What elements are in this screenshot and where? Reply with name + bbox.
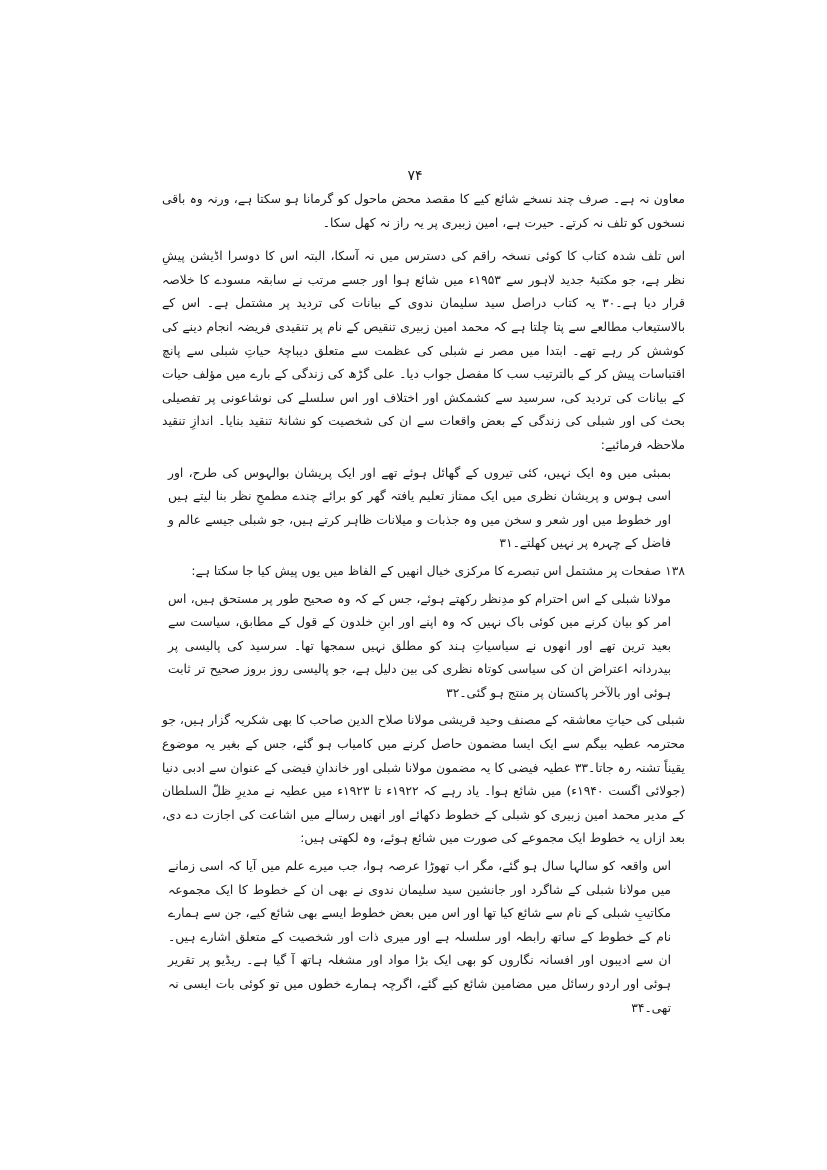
block-quote: مولانا شبلی کے اس احترام کو مدِنظر رکھتے ہوئے، جس کے کہ وہ صحیح طور پر مستحق ہیں، اس امر کو بیان کرنے میں کوئی باک نہیں کہ وہ اپنے اور ابنِ خلدون کے قول کے مطابق، سیاست سے بعید ترین تھے اور انھوں نے سیاسیاتِ ہند کو مطلق نہیں سمجھا تھا۔ سرسید کی پالیسی پر بیدردانہ اعتراض ان کی سیاسی کوتاہ نظری کی بین دلیل ہے، جو پالیسی روز بروز صحیح تر ثابت ہوئی اور بالآخر پاکستان پر منتج ہو گئی۔۳۲ — [168, 591, 671, 700]
paragraph: معاون نہ ہے۔ صرف چند نسخے شائع کیے کا مقصد محض ماحول کو گرمانا ہو سکتا ہے، ورنہ وہ باقی نسخوں کو تلف نہ کرتے۔ حیرت ہے، امین زبیری پر یہ راز نہ کھل سکا۔ — [162, 192, 685, 230]
block-quote: بمبئی میں وہ ایک نہیں، کئی تیروں کے گھائل ہوئے تھے اور ایک پریشان بوالہوس کی طرح، اور اسی ہوس و پریشان نظری میں ایک ممتاز تعلیم یافتہ گھر کو برائے چندے مطمحِ نظر بنا لیتے ہیں اور خطوط میں اور شعر و سخن میں وہ جذبات و میلانات ظاہر کرتے ہیں، جو شبلی جیسے عالم و فاضل کے چہرہ پر نہیں کھلتے۔۳۱ — [168, 465, 671, 551]
paragraph: شبلی کی حیاتِ معاشقہ کے مصنف وحید قریشی مولانا صلاح الدین صاحب کا بھی شکریہ گزار ہیں، جو محترمہ عطیہ بیگم سے ایک ایسا مضمون حاصل کرنے میں کامیاب ہو گئے، جس کے بغیر یہ موضوع یقیناً تشنہ رہ جاتا۔۳۳ عطیہ فیضی کا یہ مضمون مولانا شبلی اور خاندانِ فیضی کے عنوان سے ادبی دنیا (جولائی اگست ۱۹۴۰ء) میں شائع ہوا۔ یاد رہے کہ ۱۹۲۲ء تا ۱۹۲۳ء میں عطیہ نے مدیرِ ظلّ السلطان کے مدیر محمد امین زبیری کو شبلی کے خطوط دکھائے اور انھیں رسالے میں اشاعت کی اجازت دے دی، بعد ازاں یہ خطوط ایک مجموعے کی صورت میں شائع ہوئے، وہ لکھتی ہیں: — [162, 713, 685, 846]
page-number: ۷۴ — [407, 168, 423, 184]
page-body — [162, 188, 685, 1024]
paragraph: ۱۳۸ صفحات پر مشتمل اس تبصرے کا مرکزی خیال انھیں کے الفاظ میں یوں پیش کیا جا سکتا ہے: — [191, 563, 685, 578]
paragraph: اس تلف شدہ کتاب کا کوئی نسخہ راقم کی دسترس میں نہ آسکا، البتہ اس کا دوسرا اڈیشن پیشِ نظر ہے، جو مکتبۂ جدید لاہور سے ۱۹۵۳ء میں شائع ہوا اور جسے مرتب نے سابقہ مسودے کا خلاصہ قرار دیا ہے۔۳۰ یہ کتاب دراصل سید سلیمان ندوی کے بیانات کی تردید پر مشتمل ہے۔ اس کے بالاستیعاب مطالعے سے پتا چلتا ہے کہ محمد امین زبیری تنقیص کے نام پر تنقیدی فریضہ انجام دینے کی کوشش کر رہے تھے۔ ابتدا میں مصر نے شبلی کی عظمت سے متعلق دیباچۂ حیاتِ شبلی سے پانچ اقتباسات پیش کر کے بالترتیب سب کا مفصل جواب دیا۔ علی گڑھ کی زندگی کے بارے میں مؤلف حیات کے بیانات کی تردید کی، سرسید سے کشمکش اور اختلاف اور اس سلسلے کی نوشاعونی پر تفصیلی بحث کی اور شبلی کی زندگی کے بعض واقعات سے ان کی شخصیت کو نشانۂ تنقید بنایا۔ اندازِ تنقید ملاحظہ فرمائیے: — [162, 249, 685, 452]
block-quote: اس واقعہ کو سالہا سال ہو گئے، مگر اب تھوڑا عرصہ ہوا، جب میرے علم میں آیا کہ اسی زمانے میں مولانا شبلی کے شاگرد اور جانشین سید سلیمان ندوی نے بھی ان کے خطوط کا ایک مجموعہ مکاتیبِ شبلی کے نام سے شائع کیا تھا اور اس میں بعض خطوط ایسے بھی شائع کیے، جن سے ہمارے نام کے خطوط کے ساتھ رابطہ اور سلسلہ ہے اور میری ذات اور شخصیت کے متعلق اشارے ہیں۔ ان سے ادیبوں اور افسانہ نگاروں کو بھی ایک بڑا مواد اور مشغلہ ہاتھ آ گیا ہے۔ ریڈیو پر تقریر ہوئی اور اردو رسائل میں مضامین شائع کیے گئے، اگرچہ ہمارے خطوں میں تو کوئی بات ایسی نہ تھی۔۳۴ — [168, 859, 671, 1015]
